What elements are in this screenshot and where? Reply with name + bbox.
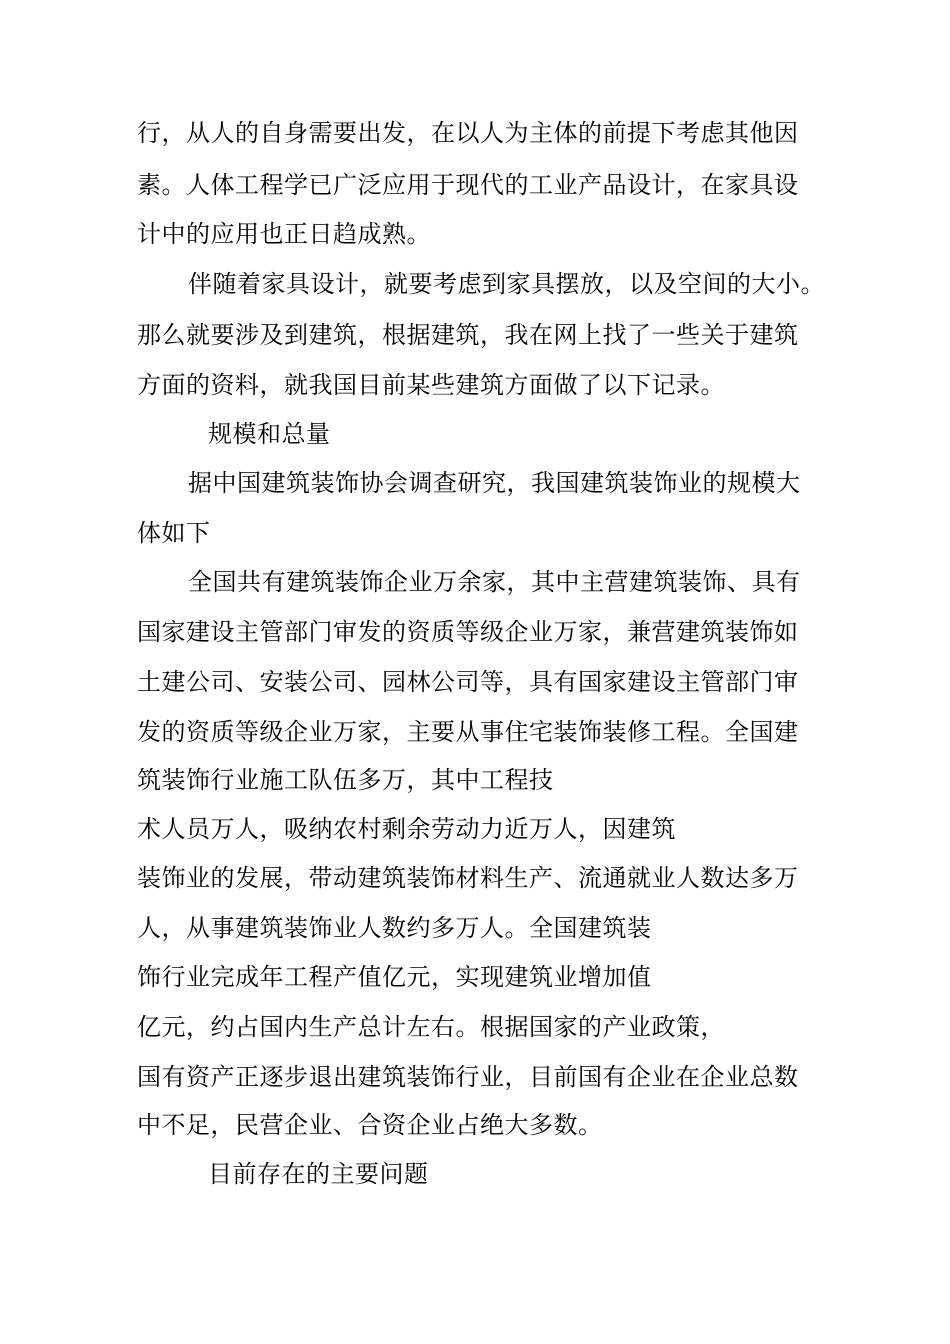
section-heading: 规模和总量 (208, 420, 331, 448)
text-line: 术人员万人，吸纳农村剩余劳动力近万人，因建筑 (137, 815, 676, 843)
text-line: 伴随着家具设计，就要考虑到家具摆放，以及空间的大小。 (188, 270, 825, 298)
text-line: 计中的应用也正日趋成熟。 (137, 220, 431, 248)
text-line: 全国共有建筑装饰企业万余家，其中主营建筑装饰、具有 (188, 568, 801, 596)
text-line: 人，从事建筑装饰业人数约多万人。全国建筑装 (137, 914, 652, 942)
text-line: 体如下 (137, 519, 211, 547)
text-line: 发的资质等级企业万家，主要从事住宅装饰装修工程。全国建 (137, 718, 799, 746)
text-line: 装饰业的发展，带动建筑装饰材料生产、流通就业人数达多万 (137, 864, 799, 892)
text-line: 国家建设主管部门审发的资质等级企业万家，兼营建筑装饰如 (137, 618, 799, 646)
text-line: 国有资产正逐步退出建筑装饰行业，目前国有企业在企业总数 (137, 1063, 799, 1091)
text-line: 那么就要涉及到建筑，根据建筑，我在网上找了一些关于建筑 (137, 321, 799, 349)
section-heading: 目前存在的主要问题 (208, 1160, 429, 1188)
text-line: 筑装饰行业施工队伍多万，其中工程技 (137, 766, 554, 794)
text-line: 饰行业完成年工程产值亿元，实现建筑业增加值 (137, 963, 652, 991)
text-line: 亿元，约占国内生产总计左右。根据国家的产业政策， (137, 1013, 725, 1041)
text-line: 方面的资料，就我国目前某些建筑方面做了以下记录。 (137, 371, 725, 399)
text-line: 行，从人的自身需要出发，在以人为主体的前提下考虑其他因 (137, 119, 799, 147)
text-line: 中不足，民营企业、合资企业占绝大多数。 (137, 1111, 603, 1139)
text-line: 素。人体工程学已广泛应用于现代的工业产品设计，在家具设 (137, 171, 799, 199)
text-line: 据中国建筑装饰协会调查研究，我国建筑装饰业的规模大 (188, 469, 801, 497)
text-line: 土建公司、安装公司、园林公司等，具有国家建设主管部门审 (137, 668, 799, 696)
